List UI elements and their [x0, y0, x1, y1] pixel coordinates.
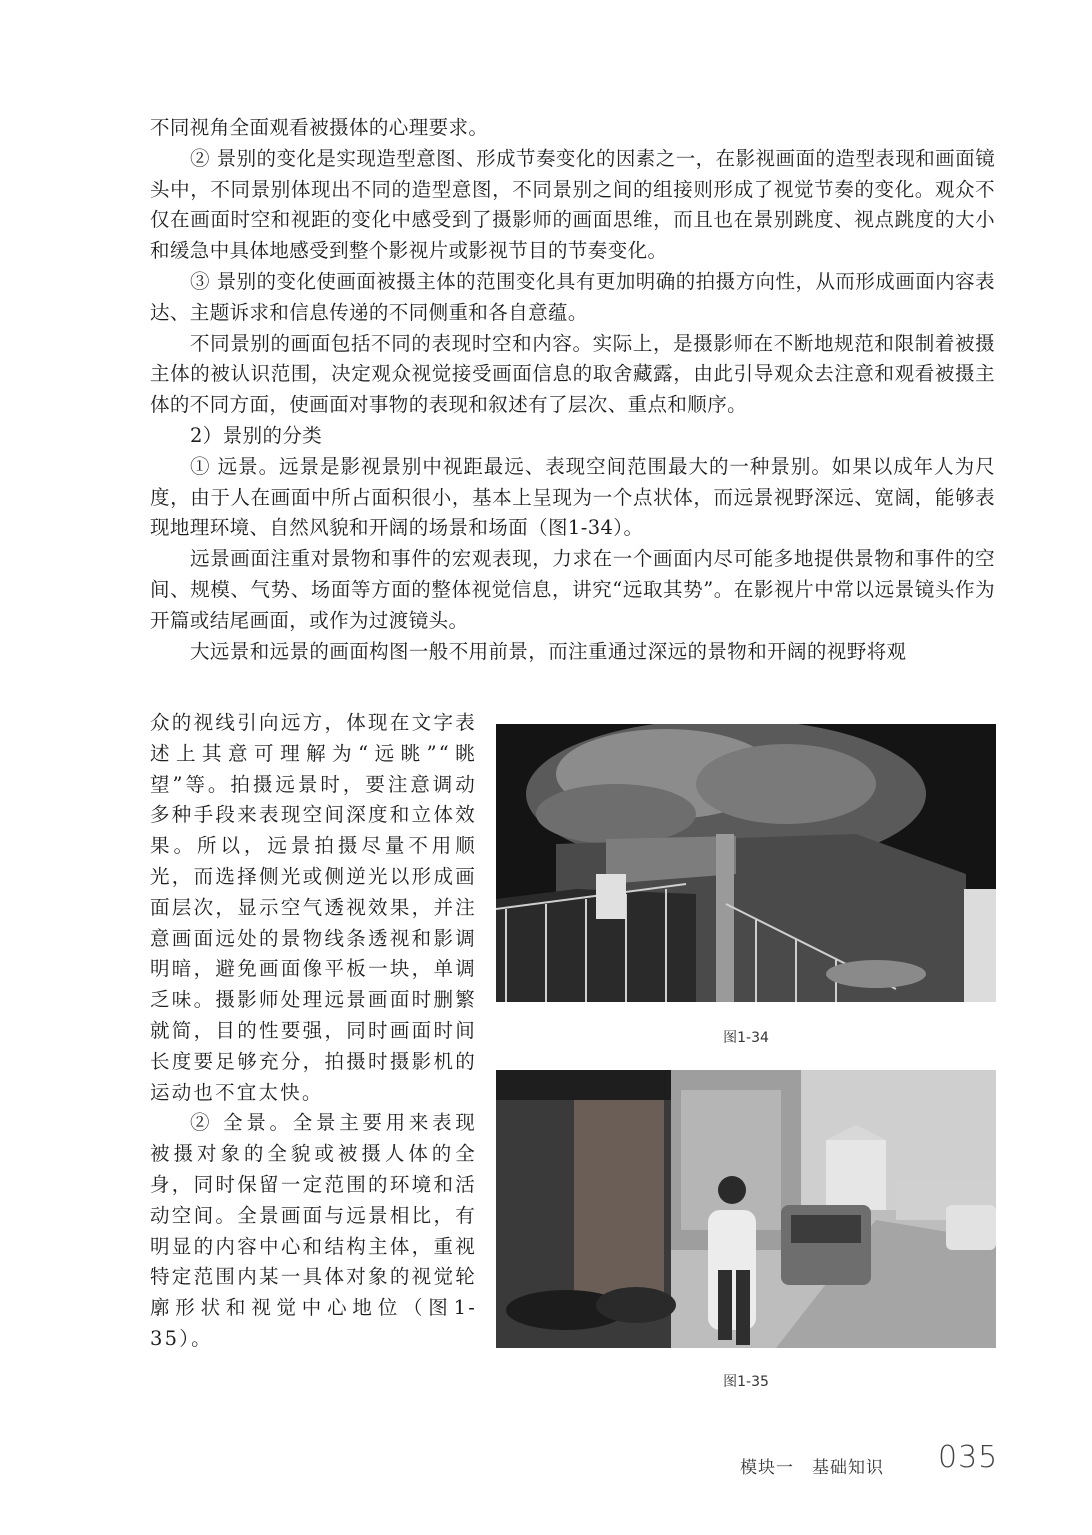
paragraph: ② 景别的变化是实现造型意图、形成节奏变化的因素之一，在影视画面的造型表现和画面镜头中，不同景别体现出不同的造型意图，不同景别之间的组接则形成了视觉节奏的变化。观众不仅在画面时空和视距的变化中感受到了摄影师的画面思维，而且也在景别跳度、视点跳度的大小和缓急中具体地感受到整个影视片或影视节目的节奏变化。	[150, 146, 995, 263]
paragraph: ② 全景。全景主要用来表现被摄对象的全貌或被摄人体的全身，同时保留一定范围的环境和活动空间。全景画面与远景相比，有明显的内容中心和结构主体，重视特定范围内某一具体对象的视觉轮廓形状和视觉中心地位（图1-35）。	[150, 1111, 477, 1350]
figure-1-35-photo	[496, 1070, 996, 1348]
figure-1-34-photo	[496, 724, 996, 1002]
paragraph: 大远景和远景的画面构图一般不用前景，而注重通过深远的景物和开阔的视野将观	[190, 639, 907, 663]
paragraph: ① 远景。远景是影视景别中视距最远、表现空间范围最大的一种景别。如果以成年人为尺度，由于人在画面中所占面积很小，基本上呈现为一个点状体，而远景视野深远、宽阔，能够表现地理环境、自然风貌和开阔的场景和场面（图1-34）。	[150, 454, 995, 540]
paragraph: 不同视角全面观看被摄体的心理要求。	[150, 116, 489, 139]
paragraph: 不同景别的画面包括不同的表现时空和内容。实际上，是摄影师在不断地规范和限制着被摄主体的被认识范围，决定观众视觉接受画面信息的取舍藏露，由此引导观众去注意和观看被摄主体的不同方面，使画面对事物的表现和叙述有了层次、重点和顺序。	[150, 331, 995, 417]
paragraph: ③ 景别的变化使画面被摄主体的范围变化具有更加明确的拍摄方向性，从而形成画面内容表达、主题诉求和信息传递的不同侧重和各自意蕴。	[150, 269, 995, 324]
paragraph: 远景画面注重对景物和事件的宏观表现，力求在一个画面内尽可能多地提供景物和事件的空间、规模、气势、场面等方面的整体视觉信息，讲究“远取其势”。在影视片中常以远景镜头作为开篇或结尾画面，或作为过渡镜头。	[150, 547, 995, 632]
running-footer-label: 模块一 基础知识	[740, 1458, 884, 1478]
figure-1-34-caption: 图1-34	[723, 1030, 769, 1046]
section-heading: 2）景别的分类	[190, 423, 323, 447]
figure-1-35-caption: 图1-35	[723, 1374, 769, 1390]
page-number: 035	[938, 1440, 999, 1475]
paragraph: 众的视线引向远方，体现在文字表述上其意可理解为“远眺”“眺望”等。拍摄远景时，要注意调动多种手段来表现空间深度和立体效果。所以，远景拍摄尽量不用顺光，而选择侧光或侧逆光以形成画面层次，显示空气透视效果，并注意画面远处的景物线条透视和影调明暗，避免画面像平板一块，单调乏味。摄影师处理远景画面时删繁就简，目的性要强，同时画面时间长度要足够充分，拍摄时摄影机的运动也不宜太快。	[150, 711, 477, 1104]
wrapped-text-column	[150, 708, 477, 1355]
main-text-block	[150, 113, 995, 667]
